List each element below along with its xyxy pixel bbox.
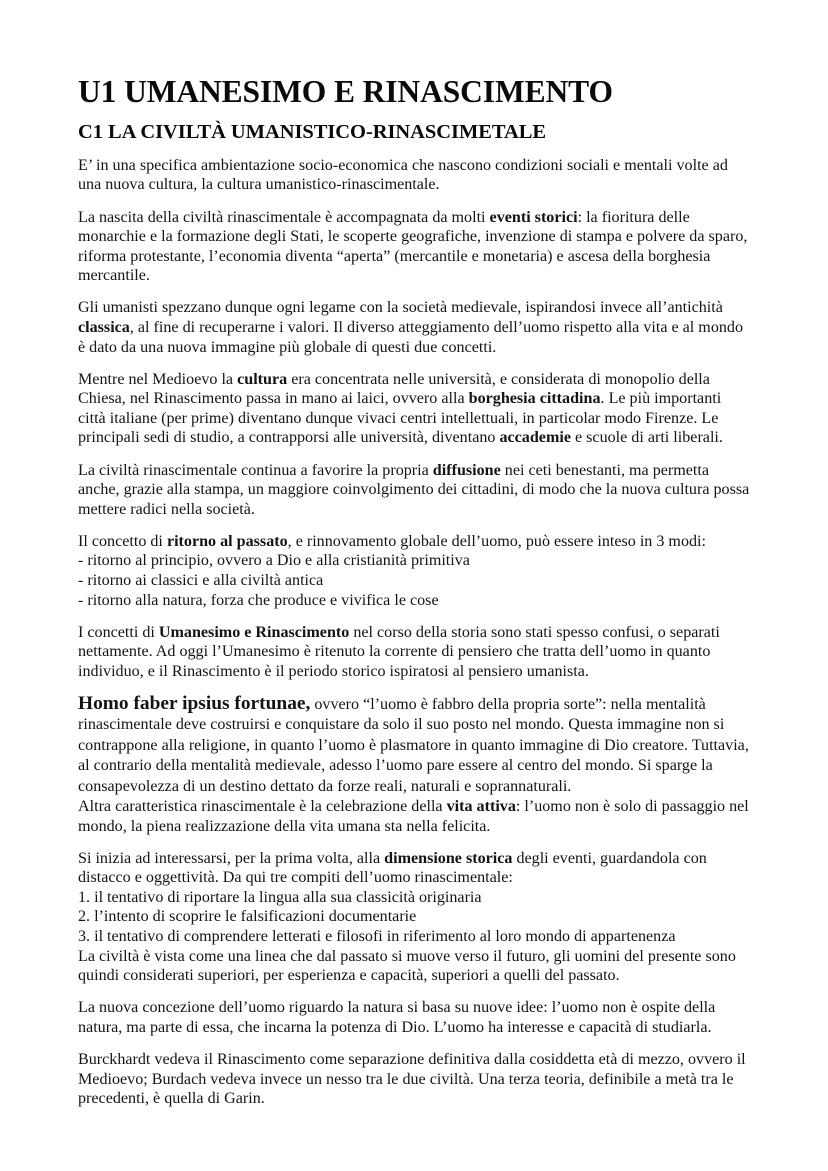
list-item: 1. il tentativo di riportare la lingua alla sua classicità originaria (78, 888, 482, 906)
list-item: 2. l’intento di scoprire le falsificazioni documentarie (78, 908, 417, 926)
emphasis-ritorno-al-passato: ritorno al passato (166, 532, 288, 550)
emphasis-dimensione-storica: dimensione storica (384, 849, 513, 867)
paragraph-text: , al fine di recuperarne i valori. Il diverso atteggiamento dell’uomo rispetto alla vita e al mondo è dato da una nuova immagine più globale di questi due concetti. (78, 318, 744, 356)
paragraph-text: Altra caratteristica rinascimentale è la celebrazione della (78, 798, 447, 816)
paragraph-burckhardt: Burckhardt vedeva il Rinascimento come separazione definitiva dalla cosiddetta età di mezzo, ovvero il Medioevo; Burdach vedeva invece un nesso tra le due civiltà. Una terza teoria, definibile a metà tra le precedenti, è quella di Garin. (78, 1051, 746, 1108)
paragraph-text: nei ceti benestanti, ma permetta anche, grazie alla stampa, un maggiore coinvolgimento dei cittadini, di modo che la nuova cultura possa mettere radici nella società. (78, 461, 750, 518)
paragraph-umanisti-antichita (78, 298, 752, 357)
paragraph-text: degli eventi, guardandola con distacco e oggettività. Da qui tre compiti dell’uomo rinascimentale: (78, 849, 707, 887)
paragraph-text: E’ in una specifica ambientazione socio-economica che nascono condizioni sociali e mentali volte ad una nuova cultura, la cultura umanistico-rinascimentale. (78, 156, 728, 194)
paragraph-cultura-medioevo (78, 370, 752, 448)
paragraph-concezione-natura: La nuova concezione dell’uomo riguardo la natura si basa su nuove idee: l’uomo non è ospite della natura, ma parte di essa, che incarna la potenza di Dio. L’uomo ha interesse e capacità di studiarla. (78, 999, 716, 1036)
paragraph-text: nel corso della storia sono stati spesso confusi, o separati nettamente. Ad oggi l’Umanesimo è ritenuto la corrente di pensiero che tratta dell’uomo in quanto individuo, e il Rinascimento è il periodo storico ispiratosi al pensiero umanista. (78, 623, 720, 680)
paragraph-text: . Le più importanti città italiane (per prime) diventano dunque vivaci centri intellettuali, in particolar modo Firenze. Le principali sedi di studio, a contrapporsi alle università, diventano (78, 390, 722, 447)
emphasis-accademie: accademie (499, 429, 571, 447)
emphasis-classica: classica (78, 318, 130, 336)
paragraph-civilta-linea: La civiltà è vista come una linea che dal passato si muove verso il futuro, gli uomini del presente sono quindi considerati superiori, per esperienza e capacità, superiori a quelli del passato. (78, 947, 736, 985)
list-item: - ritorno alla natura, forza che produce e vivifica le cose (78, 591, 439, 609)
paragraph-intro (78, 156, 752, 195)
emphasis-vita-attiva: vita attiva (446, 798, 516, 816)
list-item: - ritorno al principio, ovvero a Dio e alla cristianità primitiva (78, 552, 470, 570)
paragraph-text: La nascita della civiltà rinascimentale è accompagnata da molti (78, 208, 490, 226)
paragraph-umanesimo-rinascimento (78, 623, 752, 682)
paragraph-text: I concetti di (78, 623, 159, 641)
emphasis-umanesimo-rinascimento: Umanesimo e Rinascimento (158, 623, 350, 641)
lead-term-homo-faber: Homo faber ipsius fortunae, (78, 692, 311, 714)
paragraph-homo-faber (78, 694, 752, 797)
document-body (78, 74, 752, 1121)
paragraph-text: e scuole di arti liberali. (570, 429, 723, 447)
emphasis-eventi-storici: eventi storici (489, 208, 578, 226)
paragraph-text: Gli umanisti spezzano dunque ogni legame con la società medievale, ispirandosi invece all’antichità (78, 299, 723, 317)
list-item: - ritorno ai classici e alla civiltà antica (78, 572, 324, 590)
paragraph-dimensione-storica (78, 849, 752, 888)
paragraph-text: La civiltà rinascimentale continua a favorire la propria (78, 461, 433, 479)
chapter-heading: C1 LA CIVILTÀ UMANISTICO-RINASCIMETALE (78, 121, 546, 144)
paragraph-ritorno-al-passato (78, 532, 752, 552)
emphasis-borghesia-cittadina: borghesia cittadina (468, 390, 601, 408)
paragraph-text: Mentre nel Medioevo la (78, 370, 238, 388)
paragraph-text: ovvero “l’uomo è fabbro della propria sorte”: nella mentalità rinascimentale deve costruirsi e conquistare da solo il suo posto nel mondo. Questa immagine non si contrappone alla religione, in quanto l’uomo è plasmatore in quanto immagine di Dio creatore. Tuttavia, al contrario della mentalità medievale, adesso l’uomo pare essere al centro del mondo. Si sparge la consapevolezza di un destino dettato da forze reali, naturali e soprannaturali. (78, 695, 749, 795)
list-item: 3. il tentativo di comprendere letterati e filosofi in riferimento al loro mondo di appartenenza (78, 928, 676, 946)
paragraph-text: Si inizia ad interessarsi, per la prima volta, alla (78, 849, 385, 867)
emphasis-diffusione: diffusione (432, 461, 501, 479)
paragraph-text: Il concetto di (78, 532, 167, 550)
paragraph-text: era concentrata nelle università, e considerata di monopolio della Chiesa, nel Rinascimento passa in mano ai laici, ovvero alla (78, 370, 710, 408)
paragraph-text: , e rinnovamento globale dell’uomo, può essere inteso in 3 modi: (287, 532, 706, 550)
paragraph-diffusione (78, 461, 752, 520)
page-title: U1 UMANESIMO E RINASCIMENTO (78, 74, 613, 109)
paragraph-text: : l’uomo non è solo di passaggio nel mondo, la piena realizzazione della vita umana sta nella felicita. (78, 798, 749, 835)
emphasis-cultura: cultura (237, 370, 288, 388)
paragraph-eventi-storici (78, 208, 752, 286)
paragraph-text: : la fioritura delle monarchie e la formazione degli Stati, le scoperte geografiche, invenzione di stampa e polvere da sparo, riforma protestante, l’economia diventa “aperta” (mercantile e monetaria) e ascesa della borghesia mercantile. (78, 208, 748, 285)
paragraph-vita-attiva (78, 797, 752, 836)
